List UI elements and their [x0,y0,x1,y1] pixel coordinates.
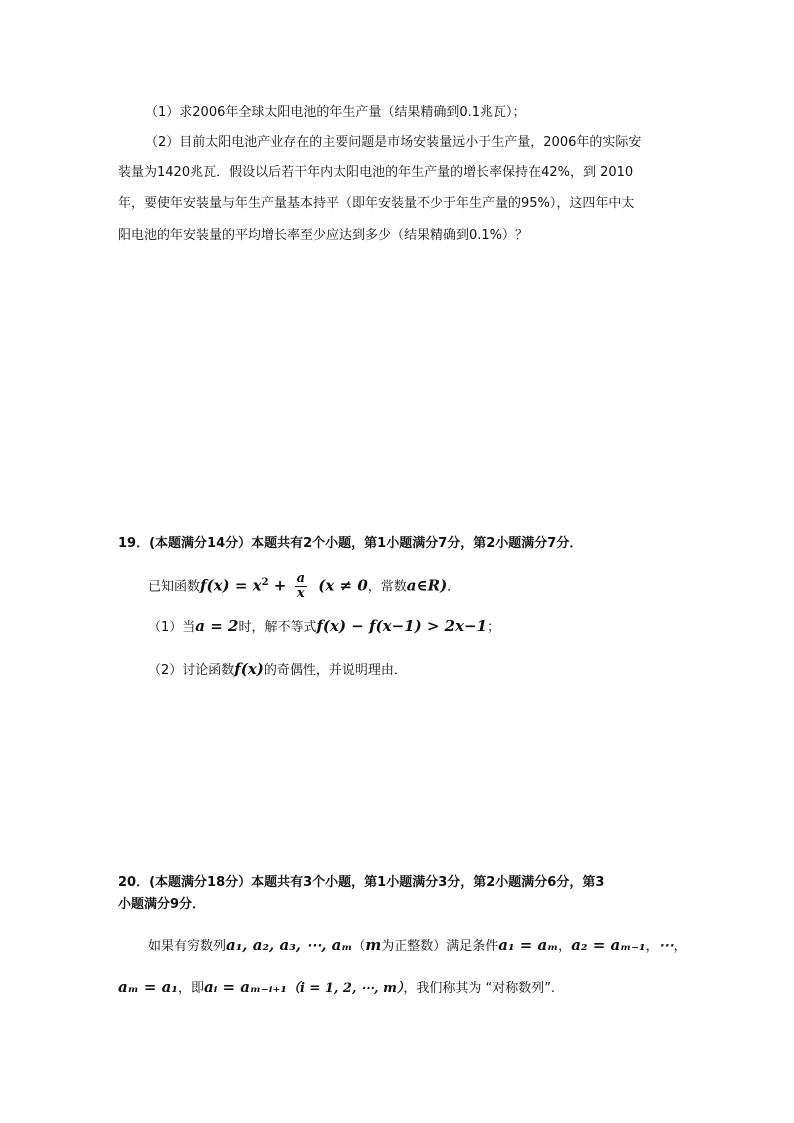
q20-def-m: m [365,936,382,954]
q20-l2-condition: aₘ = a₁ [118,978,178,996]
q20-def-comma3: ， [673,939,687,954]
q20-def-condition1: a₁ = aₘ [498,936,559,954]
q19-part1-inequality: f(x) − f(x−1) > 2x−1 [316,617,488,635]
q20-def-sequence: a₁, a₂, a₃, ⋯, aₘ [226,936,353,954]
q19-fraction-denominator: x [296,586,305,602]
q20-l2-relation: aᵢ = aₘ₋ᵢ₊₁ [203,978,287,996]
q19-given-condition: (x ≠ 0 [318,576,368,595]
q18-part2-line4: 阳电池的年安装量的平均增长率至少应达到多少（结果精确到0.1%）？ [118,228,529,243]
q20-l2-index-range: （i = 1, 2, ⋯, m） [286,981,404,996]
q19-part2-suffix: 的奇偶性，并说明理由． [263,663,407,678]
q20-l2-end: ，我们称其为 “对称数列”. [403,981,556,996]
q19-part2-function: f(x) [234,660,264,678]
q20-def-comma1: ， [558,939,572,954]
q18-part2-line2: 装量为1420兆瓦．假设以后若干年内太阳电池的年生产量的增长率保持在42%，到 2010 [118,165,634,180]
q19-part1 [148,617,500,637]
q18-part1: （1）求2006年全球太阳电池的年生产量（结果精确到0.1兆瓦）； [145,105,526,120]
q20-def-ellipsis: ⋯ [658,936,674,954]
q19-part1-prefix: （1）当 [148,620,196,635]
q19-given-exponent: 2 [261,577,269,588]
q19-given [148,568,460,602]
q19-given-prefix: 已知函数 [148,579,201,595]
q19-part1-mid: 时，解不等式 [238,620,317,635]
q19-part2 [148,660,407,680]
q19-given-function: f(x) [200,576,230,595]
q19-given-fraction [295,572,307,601]
q20-header-line1: 20．(本题满分18分）本题共有3个小题，第1小题满分3分，第2小题满分6分，第3 [118,875,605,890]
q19-given-mid: ，常数 [367,579,407,595]
q19-part1-end: ； [487,620,501,635]
q20-header-line2: 小题满分9分． [118,897,206,912]
q19-header: 19．(本题满分14分）本题共有2个小题，第1小题满分7分，第2小题满分7分． [118,536,583,551]
q20-def-comma2: ， [645,939,659,954]
q20-definition-line1 [148,936,687,956]
q20-def-paren-open: （ [352,939,366,954]
q19-part1-condition: a = 2 [195,617,239,635]
q20-definition-line2 [118,978,555,998]
q20-def-prefix: 如果有穷数列 [148,939,227,954]
q20-def-paren-text: 为正整数）满足条件 [381,939,499,954]
q19-fraction-numerator: a [296,571,305,587]
q18-part2-line1: （2）目前太阳电池产业存在的主要问题是市场安装量远小于生产量，2006年的实际安 [145,135,642,150]
q18-part2-line3: 年，要使年安装量与年生产量基本持平（即年安装量不少于年生产量的95%），这四年中太 [118,196,635,211]
q19-given-set: a∈R) [406,576,448,595]
q19-given-plus: + [268,576,292,595]
q19-part2-prefix: （2）讨论函数 [148,663,235,678]
q20-l2-mid: ，即 [177,981,204,996]
q19-given-eq: = x [229,576,262,595]
q19-given-end: ． [447,579,461,595]
q20-def-condition2: a₂ = aₘ₋₁ [571,936,646,954]
